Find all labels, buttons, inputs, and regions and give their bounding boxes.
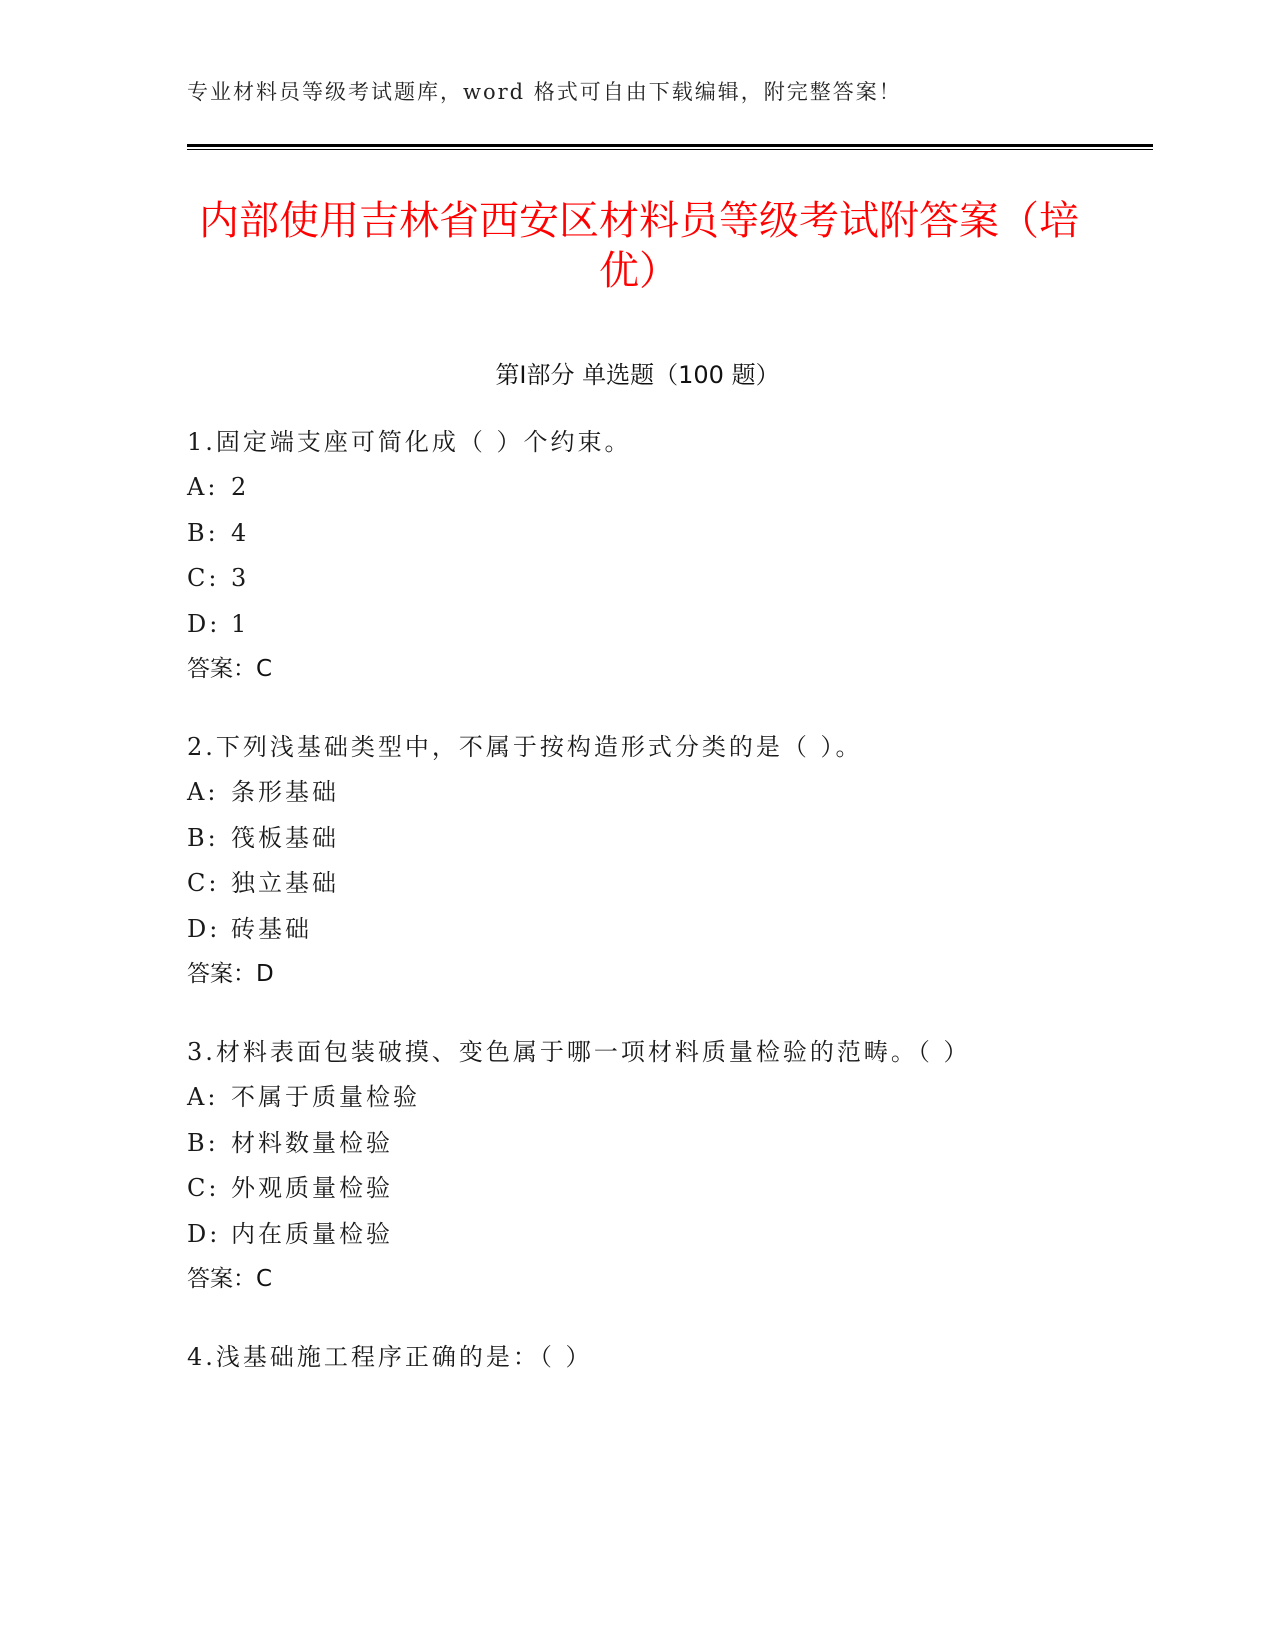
answer-value: C bbox=[256, 656, 273, 682]
option-d bbox=[187, 602, 1147, 648]
option-text: 条形基础 bbox=[231, 778, 339, 806]
option-text: 砖基础 bbox=[231, 914, 312, 943]
option-c bbox=[187, 1166, 1147, 1212]
option-letter: B: bbox=[187, 1128, 219, 1157]
option-c bbox=[187, 861, 1147, 907]
option-letter: D: bbox=[187, 1219, 221, 1248]
question-text: 3.材料表面包装破摸、变色属于哪一项材料质量检验的范畴。（ ） bbox=[187, 1038, 971, 1066]
option-a bbox=[187, 770, 1147, 816]
option-text: 1 bbox=[231, 609, 250, 638]
option-letter: D: bbox=[187, 609, 221, 638]
header-note: 专业材料员等级考试题库，word 格式可自由下载编辑，附完整答案！ bbox=[187, 80, 902, 104]
option-letter: D: bbox=[187, 914, 221, 943]
section-heading: 第Ⅰ部分 单选题（100 题） bbox=[495, 361, 780, 389]
question-text: 2.下列浅基础类型中，不属于按构造形式分类的是（ ）。 bbox=[187, 733, 863, 761]
answer-line bbox=[187, 647, 1147, 692]
option-text: 2 bbox=[231, 473, 250, 501]
option-letter: B: bbox=[187, 823, 219, 852]
question-3 bbox=[187, 1030, 1147, 1302]
option-letter: C: bbox=[187, 1174, 220, 1202]
document-title: 内部使用吉林省西安区材料员等级考试附答案（培优） bbox=[199, 198, 1079, 294]
option-letter: A: bbox=[187, 1083, 219, 1111]
option-text: 外观质量检验 bbox=[231, 1174, 393, 1202]
option-d bbox=[187, 1212, 1147, 1258]
answer-value: D bbox=[256, 961, 274, 987]
answer-prefix: 答案： bbox=[187, 961, 256, 987]
option-d bbox=[187, 907, 1147, 953]
option-text: 3 bbox=[231, 564, 250, 592]
question-4 bbox=[187, 1335, 1147, 1380]
option-b bbox=[187, 1121, 1147, 1167]
header-rule-thin bbox=[187, 149, 1153, 150]
option-letter: A: bbox=[187, 778, 219, 806]
option-text: 筏板基础 bbox=[231, 823, 339, 852]
answer-prefix: 答案： bbox=[187, 1266, 256, 1292]
option-text: 独立基础 bbox=[231, 869, 339, 897]
option-text: 材料数量检验 bbox=[231, 1128, 393, 1157]
option-letter: C: bbox=[187, 869, 220, 897]
option-text: 内在质量检验 bbox=[231, 1219, 393, 1248]
option-a bbox=[187, 1075, 1147, 1121]
question-text: 4.浅基础施工程序正确的是：（ ） bbox=[187, 1343, 593, 1371]
option-c bbox=[187, 556, 1147, 602]
question-text: 1.固定端支座可简化成（ ）个约束。 bbox=[187, 428, 632, 456]
option-letter: B: bbox=[187, 518, 219, 547]
option-letter: C: bbox=[187, 564, 220, 592]
answer-line bbox=[187, 952, 1147, 997]
question-2 bbox=[187, 725, 1147, 997]
question-1 bbox=[187, 420, 1147, 692]
option-letter: A: bbox=[187, 473, 219, 501]
answer-prefix: 答案： bbox=[187, 656, 256, 682]
answer-line bbox=[187, 1257, 1147, 1302]
answer-value: C bbox=[256, 1266, 273, 1292]
option-a bbox=[187, 465, 1147, 511]
option-text: 4 bbox=[231, 518, 250, 547]
option-b bbox=[187, 511, 1147, 557]
option-text: 不属于质量检验 bbox=[231, 1083, 420, 1111]
header-rule-thick bbox=[187, 144, 1153, 147]
option-b bbox=[187, 816, 1147, 862]
